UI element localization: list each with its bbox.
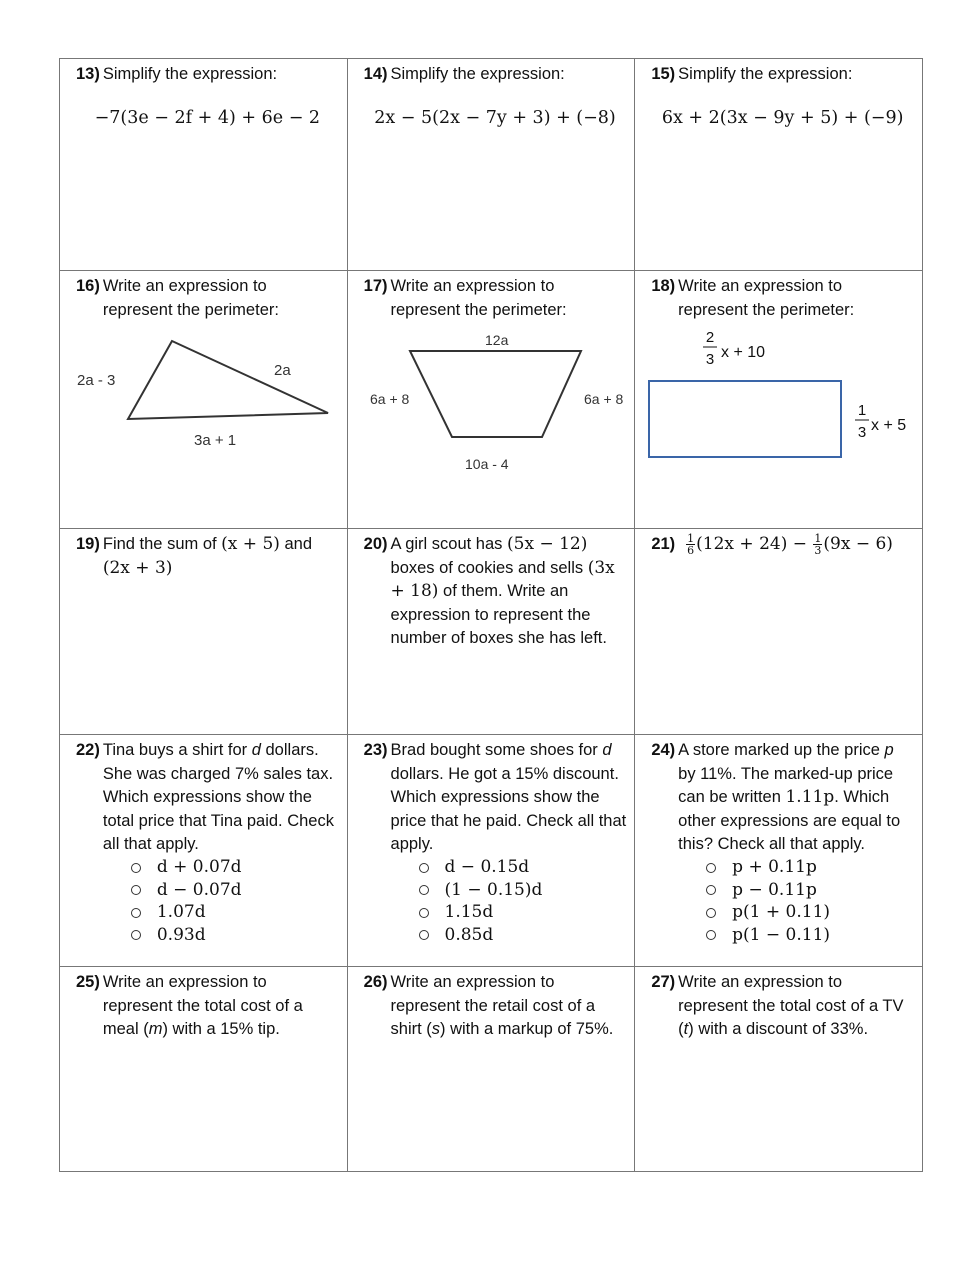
expression: −7(3e − 2f + 4) + 6e − 2 <box>94 107 321 128</box>
problem-number: 14) <box>363 65 388 83</box>
trapezoid-bottom-label: 10a - 4 <box>464 456 509 472</box>
problem-text: Write an expression to represent the retail cost of a shirt (s) with a markup of 75%. <box>390 973 614 1038</box>
problem-20 <box>348 529 636 735</box>
problem-number: 22) <box>76 741 100 759</box>
expression: (2x + 3) <box>102 557 173 578</box>
problem-text: A store marked up the price p by 11%. The marked-up price can be written 1.11p. Which other expressions are equal to this? Check all that apply. p + 0.11p p − 0.11p p(1 + 0.11) p(1 − 0.11) <box>678 739 914 947</box>
expression: (x + 5) <box>221 534 280 554</box>
problem-number: 20) <box>363 535 388 553</box>
option[interactable]: 0.85d <box>419 924 627 947</box>
problem-14 <box>348 59 636 271</box>
option[interactable]: p(1 + 0.11) <box>706 902 914 925</box>
problem-22 <box>60 735 348 967</box>
problem-number: 13) <box>76 65 100 83</box>
option[interactable]: d + 0.07d <box>131 857 339 880</box>
problem-16 <box>60 271 348 529</box>
problem-24 <box>635 735 923 967</box>
trapezoid-top-label: 12a <box>484 332 509 348</box>
option[interactable]: 1.15d <box>419 902 627 925</box>
option[interactable]: p(1 − 0.11) <box>706 924 914 947</box>
option-radio[interactable] <box>131 885 141 895</box>
triangle-right-label: 2a <box>274 362 291 379</box>
problem-number: 18) <box>651 277 676 295</box>
rectangle-top-label: x + 10 <box>721 344 766 361</box>
option[interactable]: (1 − 0.15)d <box>419 879 627 902</box>
problem-number: 16) <box>76 277 100 295</box>
problem-13 <box>60 59 348 271</box>
trapezoid-figure <box>348 329 635 479</box>
worksheet-grid <box>59 58 923 1172</box>
rectangle-side-fraction-den: 3 <box>858 424 867 441</box>
problem-number: 25) <box>76 973 100 991</box>
problem-text: Simplify the expression: <box>678 65 853 83</box>
option-radio[interactable] <box>419 863 429 873</box>
problem-21 <box>635 529 923 735</box>
problem-text: Write an expression to represent the perimeter: <box>390 277 567 319</box>
problem-23 <box>348 735 636 967</box>
problem-number: 23) <box>363 741 388 759</box>
option-radio[interactable] <box>131 930 141 940</box>
problem-text: A girl scout has (5x − 12) boxes of cookies and sells (3x + 18) of them. Write an expression to represent the number of boxes she has left. <box>390 534 615 647</box>
option[interactable]: d − 0.07d <box>131 879 339 902</box>
option[interactable]: p − 0.11p <box>706 879 914 902</box>
option-radio[interactable] <box>706 885 716 895</box>
rectangle-side-fraction-num: 1 <box>858 402 867 419</box>
problem-text: Write an expression to represent the perimeter: <box>102 277 279 319</box>
option-radio[interactable] <box>419 908 429 918</box>
trapezoid-right-label: 6a + 8 <box>583 391 623 407</box>
problem-number: 26) <box>363 973 388 991</box>
option-radio[interactable] <box>419 885 429 895</box>
expression: $\frac{1}{6}$ (12x + 24) − $\frac{1}{3}$ (9x − 6) <box>687 532 893 557</box>
option[interactable]: 1.07d <box>131 902 339 925</box>
option-radio[interactable] <box>706 908 716 918</box>
problem-text: Write an expression to represent the perimeter: <box>678 277 855 319</box>
rectangle-top-fraction-den: 3 <box>706 351 715 368</box>
problem-text: Simplify the expression: <box>390 65 565 83</box>
triangle-figure <box>60 329 330 459</box>
problem-number: 17) <box>363 277 388 295</box>
problem-19 <box>60 529 348 735</box>
option-radio[interactable] <box>131 908 141 918</box>
triangle-shape <box>128 341 328 419</box>
expression: (3x + 18) <box>390 557 615 601</box>
answer-options <box>103 857 339 947</box>
problem-number: 19) <box>76 535 100 553</box>
rectangle-shape <box>649 381 841 457</box>
problem-number: 27) <box>651 973 676 991</box>
problem-17 <box>348 271 636 529</box>
expression: 6x + 2(3x − 9y + 5) + (−9) <box>661 107 904 128</box>
problem-27 <box>635 967 923 1172</box>
option[interactable]: 0.93d <box>131 924 339 947</box>
problem-number: 24) <box>651 741 676 759</box>
problem-26 <box>348 967 636 1172</box>
problem-18 <box>635 271 923 529</box>
problem-number: 15) <box>651 65 676 83</box>
problem-number: 21) <box>651 535 676 553</box>
rectangle-figure <box>635 326 922 476</box>
triangle-bottom-label: 3a + 1 <box>194 432 237 449</box>
option[interactable]: d − 0.15d <box>419 857 627 880</box>
trapezoid-shape <box>410 351 581 437</box>
problem-text: Simplify the expression: <box>102 65 278 83</box>
problem-text: Write an expression to represent the total cost of a TV (t) with a discount of 33%. <box>678 973 904 1038</box>
rectangle-top-fraction-num: 2 <box>706 329 715 346</box>
option-radio[interactable] <box>131 863 141 873</box>
answer-options <box>678 857 914 947</box>
expression: (5x − 12) <box>507 534 588 554</box>
problem-text: Find the sum of (x + 5) and (2x + 3) <box>102 534 313 578</box>
option-radio[interactable] <box>706 930 716 940</box>
answer-options <box>391 857 627 947</box>
option-radio[interactable] <box>706 863 716 873</box>
problem-text: Brad bought some shoes for d dollars. He got a 15% discount. Which expressions show the price that he paid. Check all that apply. d − 0.15d (1 − 0.15)d 1.15d 0.85d <box>390 741 627 945</box>
problem-text: Tina buys a shirt for d dollars. She was charged 7% sales tax. Which expressions show the total price that Tina paid. Check all that apply. d + 0.07d d − 0.07d 1.07d 0.93d <box>103 739 339 947</box>
option[interactable]: p + 0.11p <box>706 857 914 880</box>
option-radio[interactable] <box>419 930 429 940</box>
expression: 2x − 5(2x − 7y + 3) + (−8) <box>374 107 616 128</box>
triangle-left-label: 2a - 3 <box>77 372 116 389</box>
trapezoid-left-label: 6a + 8 <box>369 391 409 407</box>
problem-text: Write an expression to represent the total cost of a meal (m) with a 15% tip. <box>102 973 303 1038</box>
rectangle-side-label: x + 5 <box>871 417 907 434</box>
problem-15 <box>635 59 923 271</box>
problem-25 <box>60 967 348 1172</box>
